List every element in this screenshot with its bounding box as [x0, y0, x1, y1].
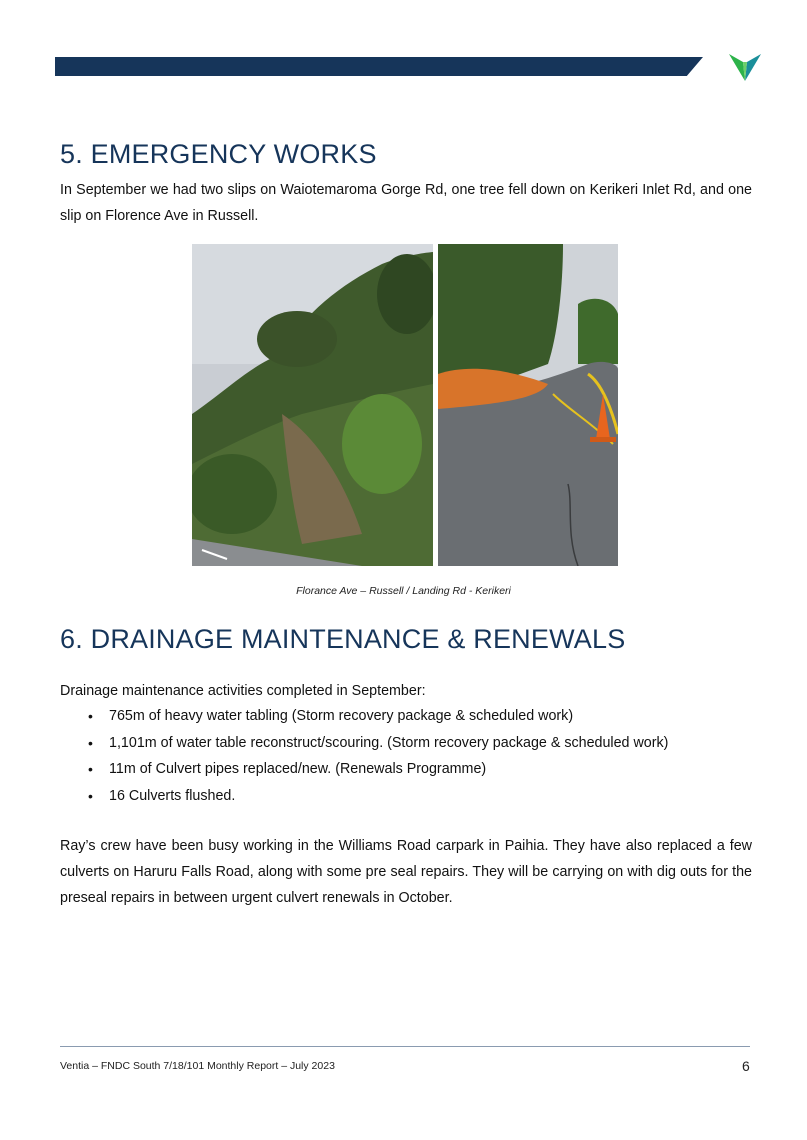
- bullet-icon: •: [88, 761, 93, 777]
- bullet-icon: •: [88, 734, 93, 751]
- list-item: • 16 Culverts flushed.: [60, 783, 752, 810]
- crew-update-paragraph: Ray’s crew have been busy working in the Williams Road carpark in Paihia. They have also replaced a few culverts on Haruru Falls Road, along with some pre seal repairs. They will be carrying on with dig outs for the preseal repairs in between urgent culvert renewals in October.: [60, 838, 752, 906]
- list-item: • 11m of Culvert pipes replaced/new. (Renewals Programme): [60, 756, 752, 783]
- section-heading-drainage-maintenance: 6. DRAINAGE MAINTENANCE & RENEWALS: [60, 624, 626, 654]
- photo-slip-florence-ave: [192, 244, 433, 566]
- footer-divider: [60, 1046, 750, 1047]
- header-bar: [55, 57, 703, 76]
- page-number: 6: [742, 1058, 750, 1074]
- section-heading-emergency-works: 5. EMERGENCY WORKS: [60, 139, 377, 169]
- bullet-icon: •: [88, 787, 93, 804]
- bullet-icon: •: [88, 708, 93, 724]
- list-item: • 1,101m of water table reconstruct/scouring. (Storm recovery package & scheduled work): [60, 730, 752, 757]
- drainage-intro-text: Drainage maintenance activities completed in September:: [60, 683, 426, 699]
- photo-fallen-tree-landing-rd: [438, 244, 618, 566]
- list-item: • 765m of heavy water tabling (Storm recovery package & scheduled work): [60, 703, 752, 730]
- drainage-activities-list: [60, 703, 752, 809]
- emergency-works-paragraph: In September we had two slips on Waiotemaroma Gorge Rd, one tree fell down on Kerikeri Inlet Rd, and one slip on Florence Ave in Russell.: [60, 182, 752, 224]
- photo-caption: Florance Ave – Russell / Landing Rd - Kerikeri: [296, 585, 511, 597]
- ventia-logo-icon: [729, 52, 761, 82]
- footer-report-title: Ventia – FNDC South 7/18/101 Monthly Report – July 2023: [60, 1060, 335, 1072]
